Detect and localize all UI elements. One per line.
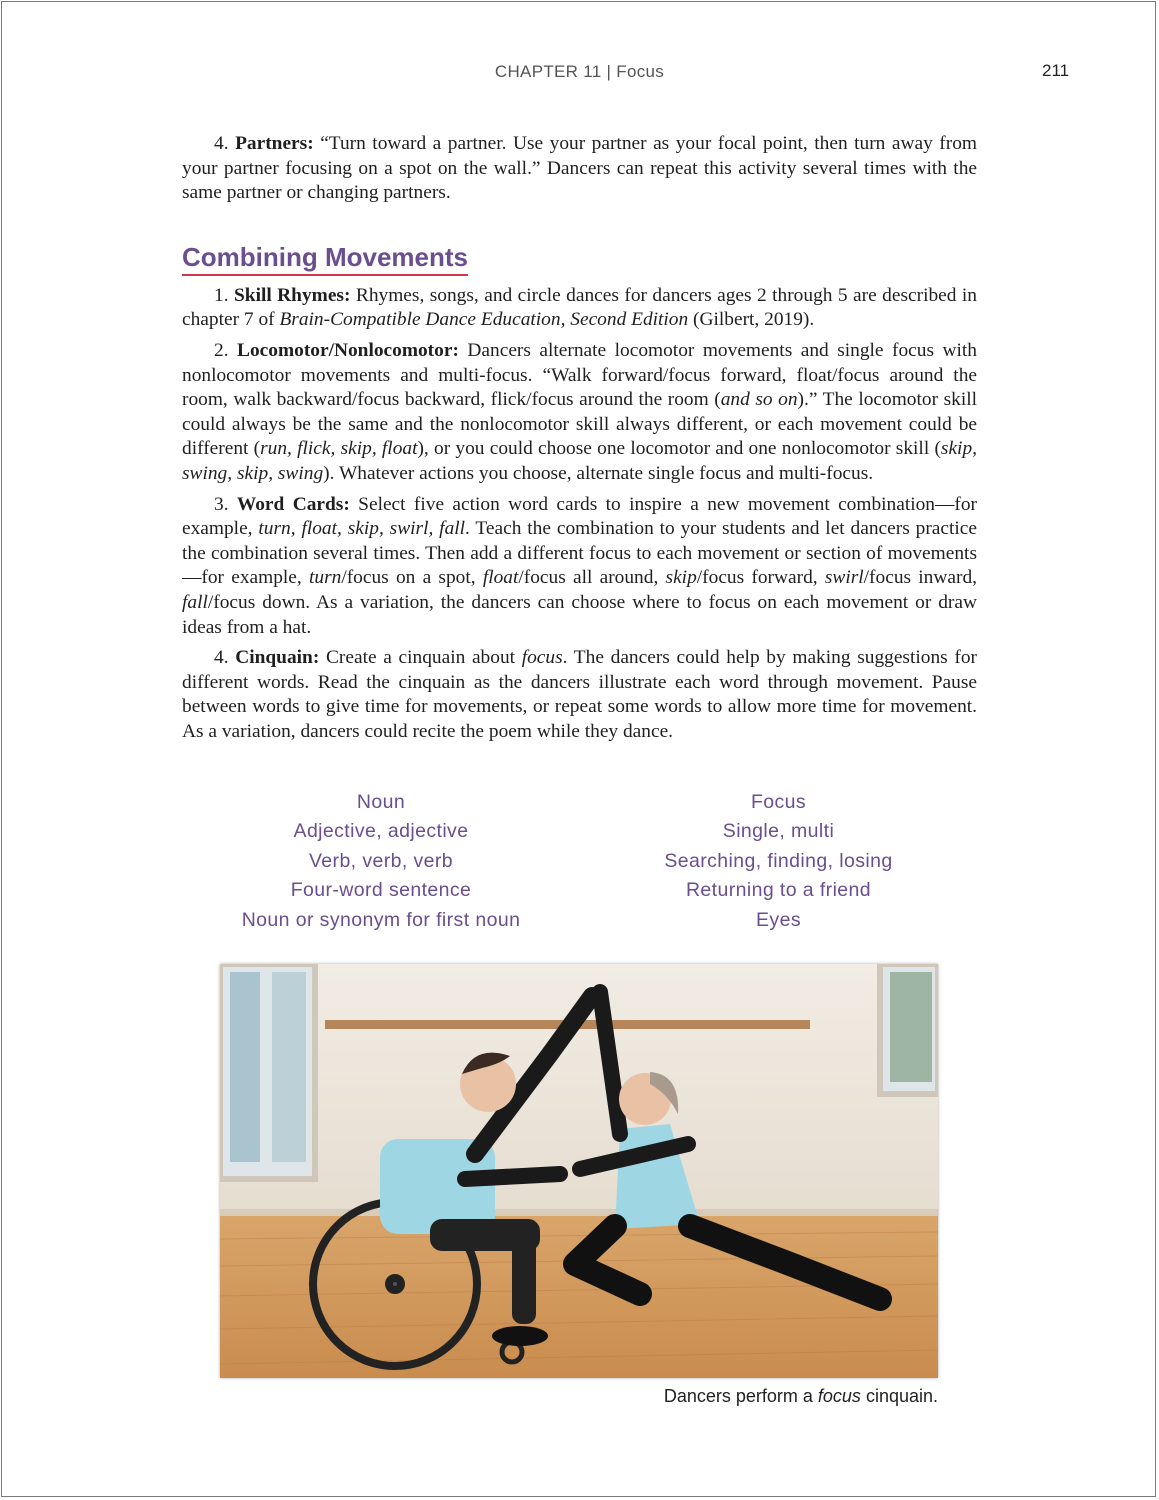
item-text: Dancers alternate locomotor movements and single focus with nonlocomotor movements and multi-focus. “Walk forward/focus forward, float/focus around the room, walk backward/focus backward, flick/focus around the room (: [182, 339, 977, 411]
item-number: 4.: [214, 133, 229, 154]
item-text: /focus on a spot,: [341, 567, 483, 589]
item-text: /focus down. As a variation, the dancers can choose where to focus on each movement or draw ideas from a hat.: [182, 591, 977, 638]
page-number: 211: [1042, 61, 1070, 80]
figure-caption: [664, 1386, 938, 1407]
item-text: (Gilbert, 2019).: [688, 309, 815, 331]
running-head: CHAPTER 11 | Focus: [494, 62, 665, 81]
emphasis: swirl: [824, 567, 864, 589]
item-text: ).” The locomotor skill could always be the same and the nonlocomotor skill always different, or each movement could be different (: [182, 389, 978, 460]
item-text: /focus all around,: [518, 567, 666, 589]
caption-text: Dancers perform a: [663, 1386, 818, 1406]
item-number: 4.: [214, 647, 229, 669]
emphasis: focus: [521, 647, 563, 669]
emphasis: run, flick, skip, float: [260, 438, 418, 460]
item-text: /focus forward,: [696, 567, 825, 589]
cinquain-template-line: Noun or synonym for first noun: [241, 908, 521, 931]
cinquain-template-line: Four-word sentence: [290, 879, 472, 902]
book-title: Brain-Compatible Dance Education, Second Edition: [279, 309, 689, 331]
cinquain-template-column: [182, 788, 580, 935]
emphasis: float: [482, 567, 519, 589]
cinquain-poem-line: Focus: [750, 791, 807, 813]
item-text: Rhymes, songs, and circle dances for dancers ages 2 through 5 are described in chapter 7 of: [182, 284, 977, 331]
item-text: . The dancers could help by making suggestions for different words. Read the cinquain as the dancers illustrate each word through movement. Pause between words to give time for movements, or repeat some words to allow more time for movement. As a variation, dancers could recite the poem while they dance.: [182, 647, 977, 742]
cinquain-poem-line: Returning to a friend: [685, 879, 872, 902]
section-heading: Combining Movements: [182, 242, 468, 276]
emphasis: and so on: [720, 389, 798, 411]
item-text: Select five action word cards to inspire a new movement combination—for example,: [182, 493, 978, 540]
item-label: Skill Rhymes:: [234, 284, 351, 306]
skill-rhymes-paragraph: [182, 284, 977, 333]
emphasis: skip, swing, skip, swing: [182, 438, 977, 484]
cinquain-poem-column: [580, 788, 977, 935]
cinquain-template-line: Noun: [356, 791, 406, 813]
partners-paragraph: [182, 132, 977, 206]
word-cards-paragraph: [182, 493, 977, 641]
cinquain-template-line: Verb, verb, verb: [308, 849, 454, 872]
emphasis: turn, float, skip, swirl, fall: [258, 518, 466, 540]
emphasis: fall: [182, 591, 208, 613]
cinquain-template-line: Adjective, adjective: [293, 820, 469, 843]
locomotor-paragraph: [182, 339, 977, 487]
cinquain-poem-line: Searching, finding, losing: [664, 849, 893, 872]
dancers-photo: [220, 964, 938, 1378]
item-number: 3.: [214, 493, 229, 515]
cinquain-poem-line: Eyes: [756, 908, 801, 931]
item-label: Partners:: [235, 133, 314, 154]
item-text: ), or you could choose one locomotor and one nonlocomotor skill (: [417, 438, 941, 460]
item-text: “Turn toward a partner. Use your partner as your focal point, then turn away from your partner focusing on a spot on the wall.” Dancers can repeat this activity several times with the same partner or changing partners.: [182, 133, 977, 204]
item-text: . Teach the combination to your students and let dancers practice the combination several times. Then add a different focus to each movement or section of movements—for example,: [182, 518, 977, 589]
cinquain-poem-line: Single, multi: [722, 820, 835, 843]
item-number: 2.: [214, 339, 229, 361]
item-label: Locomotor/Nonlocomotor:: [237, 339, 459, 361]
item-label: Word Cards:: [236, 493, 350, 515]
cinquain-block: [182, 788, 977, 938]
item-number: 1.: [214, 284, 229, 306]
item-text: Create a cinquain about: [325, 647, 522, 669]
item-label: Cinquain:: [235, 647, 320, 669]
caption-text: cinquain.: [860, 1386, 938, 1406]
item-text: /focus inward,: [863, 567, 977, 589]
emphasis: turn: [309, 567, 342, 589]
emphasis: skip: [665, 567, 697, 589]
body-text: [182, 132, 977, 750]
item-text: ). Whatever actions you choose, alternate single focus and multi-focus.: [323, 462, 874, 484]
cinquain-paragraph: [182, 646, 977, 744]
caption-emphasis: focus: [817, 1386, 861, 1406]
